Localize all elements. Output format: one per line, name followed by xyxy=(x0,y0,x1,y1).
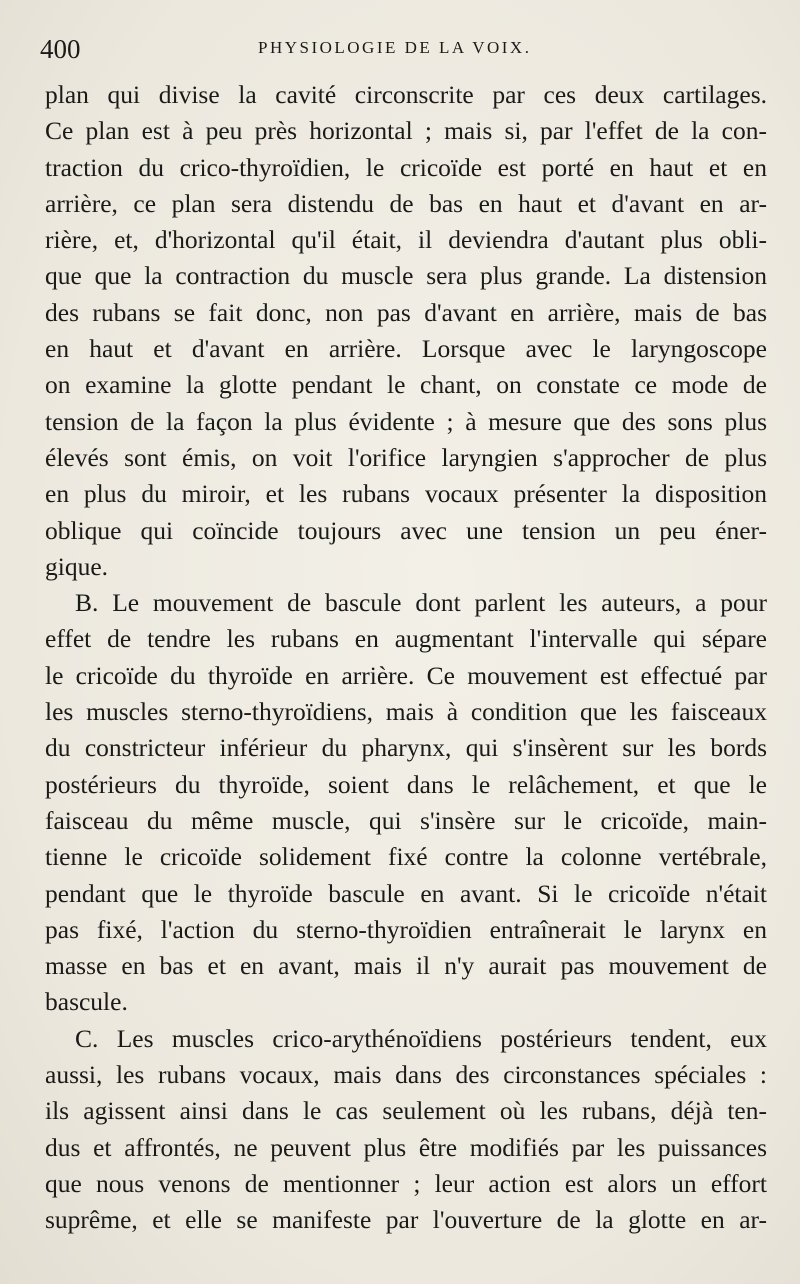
text-line: postérieurs du thyroïde, soient dans le relâchement, et que le xyxy=(45,769,767,799)
text-line: oblique qui coïncide toujours avec une tension un peu éner- xyxy=(45,515,767,545)
text-line: Ce plan est à peu près horizontal ; mais si, par l'effet de la con- xyxy=(45,116,767,146)
page-number: 400 xyxy=(40,34,81,64)
text-line: on examine la glotte pendant le chant, on constate ce mode de xyxy=(45,370,767,400)
text-line: suprême, et elle se manifeste par l'ouverture de la glotte en ar- xyxy=(45,1205,767,1235)
text-line: pendant que le thyroïde bascule en avant. Si le cricoïde n'était xyxy=(45,878,767,908)
text-line: des rubans se fait donc, non pas d'avant en arrière, mais de bas xyxy=(45,297,767,327)
text-line: effet de tendre les rubans en augmentant l'intervalle qui sépare xyxy=(45,624,767,654)
text-line: faisceau du même muscle, qui s'insère sur le cricoïde, main- xyxy=(45,805,767,835)
text-line: masse en bas et en avant, mais il n'y aurait pas mouvement de xyxy=(45,951,767,981)
running-head: PHYSIOLOGIE DE LA VOIX. xyxy=(258,38,532,57)
text-line: en haut et d'avant en arrière. Lorsque avec le laryngoscope xyxy=(45,334,767,364)
text-line: C. Les muscles crico-arythénoïdiens postérieurs tendent, eux xyxy=(75,1023,767,1053)
text-line: bascule. xyxy=(45,987,128,1017)
text-line: tension de la façon la plus évidente ; à mesure que des sons plus xyxy=(45,406,767,436)
text-line: que nous venons de mentionner ; leur action est alors un effort xyxy=(45,1168,767,1198)
text-line: arrière, ce plan sera distendu de bas en haut et d'avant en ar- xyxy=(45,188,767,218)
text-line: du constricteur inférieur du pharynx, qui s'insèrent sur les bords xyxy=(45,733,767,763)
page-header xyxy=(40,34,760,68)
text-line: dus et affrontés, ne peuvent plus être modifiés par les puissances xyxy=(45,1132,767,1162)
text-line: les muscles sterno-thyroïdiens, mais à condition que les faisceaux xyxy=(45,697,767,727)
text-line: rière, et, d'horizontal qu'il était, il deviendra d'autant plus obli- xyxy=(45,225,767,255)
text-line: aussi, les rubans vocaux, mais dans des circonstances spéciales : xyxy=(45,1060,767,1090)
text-line: en plus du miroir, et les rubans vocaux présenter la disposition xyxy=(45,479,767,509)
text-line: gique. xyxy=(45,551,109,581)
text-line: plan qui divise la cavité circonscrite par ces deux cartilages. xyxy=(45,80,767,109)
text-line: B. Le mouvement de bascule dont parlent les auteurs, a pour xyxy=(75,588,767,618)
text-line: élevés sont émis, on voit l'orifice laryngien s'approcher de plus xyxy=(45,442,767,472)
body-text xyxy=(45,77,767,1239)
text-line: ils agissent ainsi dans le cas seulement où les rubans, déjà ten- xyxy=(45,1096,767,1126)
text-line: que que la contraction du muscle sera plus grande. La distension xyxy=(45,261,767,291)
text-line: le cricoïde du thyroïde en arrière. Ce mouvement est effectué par xyxy=(45,660,767,690)
text-line: tienne le cricoïde solidement fixé contre la colonne vertébrale, xyxy=(45,842,767,872)
text-line: traction du crico-thyroïdien, le cricoïde est porté en haut et en xyxy=(45,152,767,182)
text-line: pas fixé, l'action du sterno-thyroïdien entraînerait le larynx en xyxy=(45,914,767,944)
